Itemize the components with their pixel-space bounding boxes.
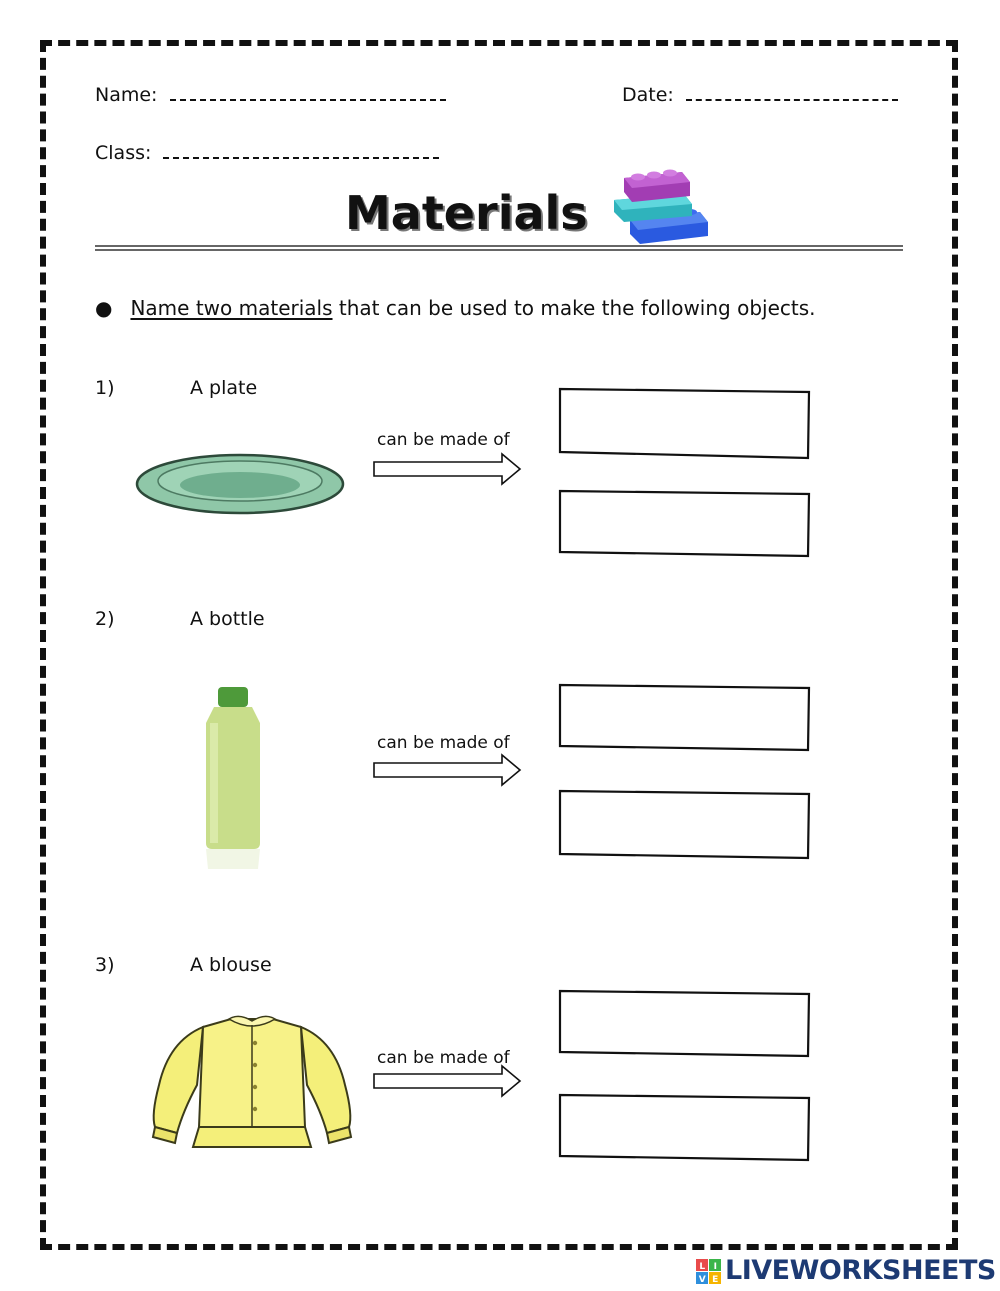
answer-box[interactable] [557, 988, 813, 1060]
right-arrow-icon [372, 452, 524, 486]
liveworksheets-watermark [696, 1255, 996, 1285]
class-field [95, 142, 439, 164]
answer-box[interactable] [557, 1092, 813, 1164]
connector-label: can be made of [377, 733, 510, 753]
instruction-text: that can be used to make the following objects. [332, 296, 816, 320]
svg-text:L: L [699, 1261, 705, 1272]
right-arrow-icon [372, 1064, 524, 1098]
class-blank[interactable] [163, 143, 439, 159]
liveworksheets-logo-icon [696, 1259, 722, 1285]
name-label: Name: [95, 84, 158, 106]
svg-text:E: E [712, 1274, 718, 1285]
page-title: Materials [345, 186, 588, 240]
bottle-icon [202, 685, 264, 871]
right-arrow-icon [372, 753, 524, 787]
blouse-icon [145, 1015, 359, 1149]
question-number: 2) [95, 608, 115, 630]
answer-box[interactable] [557, 488, 813, 560]
question-label: A blouse [190, 954, 272, 976]
connector-label: can be made of [377, 430, 510, 450]
question-number: 3) [95, 954, 115, 976]
watermark-text: LIVEWORKSHEETS [725, 1255, 996, 1286]
date-label: Date: [622, 84, 674, 106]
name-field [95, 84, 446, 106]
instruction-emphasis: Name two materials [130, 296, 333, 320]
question-label: A bottle [190, 608, 265, 630]
answer-box[interactable] [557, 682, 813, 754]
date-blank[interactable] [686, 85, 898, 101]
answer-box[interactable] [557, 386, 813, 462]
lego-bricks-icon [610, 164, 712, 250]
question-number: 1) [95, 377, 115, 399]
plate-icon [134, 452, 346, 516]
svg-text:V: V [698, 1274, 706, 1285]
class-label: Class: [95, 142, 152, 164]
title-underline-top [95, 245, 903, 247]
bullet-icon: ● [95, 296, 113, 320]
instruction [95, 296, 816, 320]
date-field [622, 84, 898, 106]
connector-label: can be made of [377, 1048, 510, 1068]
title-underline-bottom [95, 249, 903, 251]
svg-text:I: I [713, 1261, 717, 1272]
question-label: A plate [190, 377, 258, 399]
answer-box[interactable] [557, 788, 813, 862]
name-blank[interactable] [170, 85, 446, 101]
